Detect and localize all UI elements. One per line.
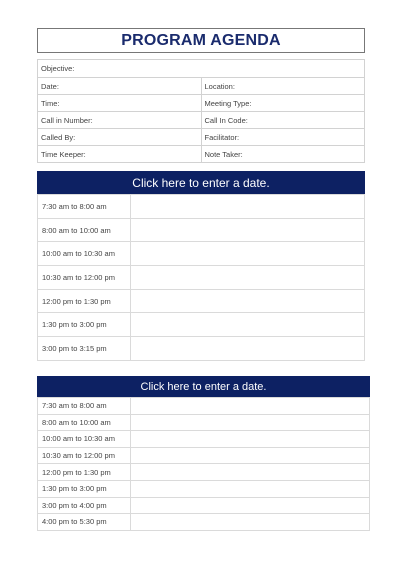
- date-picker-banner[interactable]: Click here to enter a date.: [37, 171, 365, 194]
- table-row: [38, 447, 370, 464]
- table-row: [38, 414, 370, 431]
- table-row: [38, 195, 365, 219]
- called-by-field[interactable]: Called By:: [38, 129, 202, 146]
- agenda-item-cell[interactable]: [131, 218, 365, 242]
- facilitator-field[interactable]: Facilitator:: [201, 129, 365, 146]
- time-slot: 10:30 am to 12:00 pm: [38, 447, 131, 464]
- time-slot: 3:00 pm to 4:00 pm: [38, 497, 131, 514]
- time-slot: 12:00 pm to 1:30 pm: [38, 464, 131, 481]
- agenda-item-cell[interactable]: [131, 480, 370, 497]
- info-row: [38, 146, 365, 163]
- agenda-item-cell[interactable]: [131, 266, 365, 290]
- table-row: [38, 497, 370, 514]
- time-slot: 3:00 pm to 3:15 pm: [38, 337, 131, 361]
- page-title: PROGRAM AGENDA: [121, 31, 281, 49]
- table-row: [38, 464, 370, 481]
- agenda-item-cell[interactable]: [131, 431, 370, 448]
- table-row: [38, 480, 370, 497]
- table-row: [38, 337, 365, 361]
- agenda-item-cell[interactable]: [131, 414, 370, 431]
- agenda-item-cell[interactable]: [131, 337, 365, 361]
- meeting-type-field[interactable]: Meeting Type:: [201, 95, 365, 112]
- agenda-item-cell[interactable]: [131, 313, 365, 337]
- time-slot: 7:30 am to 8:00 am: [38, 398, 131, 415]
- time-slot: 4:00 pm to 5:30 pm: [38, 514, 131, 531]
- agenda-item-cell[interactable]: [131, 514, 370, 531]
- agenda-item-cell[interactable]: [131, 464, 370, 481]
- schedule-table: [37, 397, 370, 531]
- agenda-item-cell[interactable]: [131, 195, 365, 219]
- table-row: [38, 218, 365, 242]
- time-slot: 7:30 am to 8:00 am: [38, 195, 131, 219]
- table-row: [38, 242, 365, 266]
- info-row: [38, 112, 365, 129]
- objective-field[interactable]: Objective:: [38, 60, 365, 78]
- location-field[interactable]: Location:: [201, 78, 365, 95]
- info-row: [38, 129, 365, 146]
- time-keeper-field[interactable]: Time Keeper:: [38, 146, 202, 163]
- agenda-item-cell[interactable]: [131, 289, 365, 313]
- time-slot: 8:00 am to 10:00 am: [38, 414, 131, 431]
- page-title-box: [37, 28, 365, 53]
- call-in-number-field[interactable]: Call in Number:: [38, 112, 202, 129]
- time-slot: 1:30 pm to 3:00 pm: [38, 313, 131, 337]
- note-taker-field[interactable]: Note Taker:: [201, 146, 365, 163]
- call-in-code-field[interactable]: Call In Code:: [201, 112, 365, 129]
- agenda-item-cell[interactable]: [131, 447, 370, 464]
- schedule-table: [37, 194, 365, 361]
- time-slot: 12:00 pm to 1:30 pm: [38, 289, 131, 313]
- table-row: [38, 514, 370, 531]
- meeting-info-table: [37, 59, 365, 163]
- agenda-item-cell[interactable]: [131, 497, 370, 514]
- time-field[interactable]: Time:: [38, 95, 202, 112]
- time-slot: 8:00 am to 10:00 am: [38, 218, 131, 242]
- info-row: [38, 95, 365, 112]
- agenda-item-cell[interactable]: [131, 242, 365, 266]
- time-slot: 1:30 pm to 3:00 pm: [38, 480, 131, 497]
- table-row: [38, 289, 365, 313]
- table-row: [38, 398, 370, 415]
- table-row: [38, 313, 365, 337]
- time-slot: 10:00 am to 10:30 am: [38, 242, 131, 266]
- agenda-item-cell[interactable]: [131, 398, 370, 415]
- info-row: [38, 78, 365, 95]
- time-slot: 10:00 am to 10:30 am: [38, 431, 131, 448]
- table-row: [38, 266, 365, 290]
- objective-row: [38, 60, 365, 78]
- table-row: [38, 431, 370, 448]
- time-slot: 10:30 am to 12:00 pm: [38, 266, 131, 290]
- date-picker-banner[interactable]: Click here to enter a date.: [37, 376, 370, 397]
- date-field[interactable]: Date:: [38, 78, 202, 95]
